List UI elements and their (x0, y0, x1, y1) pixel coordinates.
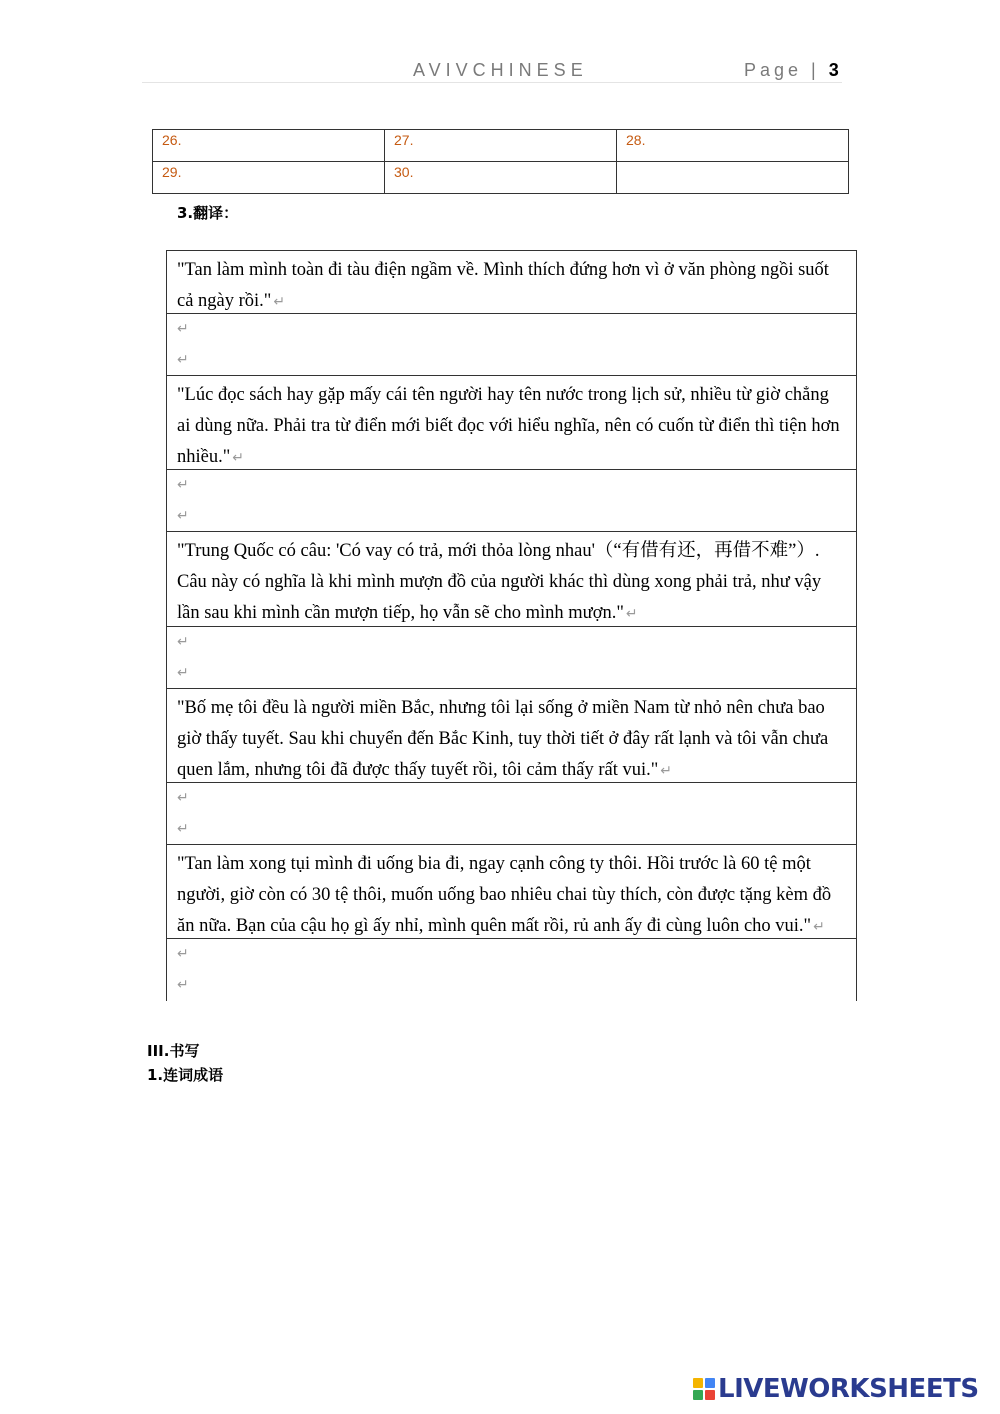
answer-row-3[interactable] (167, 627, 856, 689)
sentence-text: "Bố mẹ tôi đều là người miền Bắc, nhưng tôi lại sống ở miền Nam từ nhỏ nên chưa bao giờ thấy tuyết. Sau khi chuyển đến Bắc Kinh, tuy thời tiết ở đây rất lạnh và tôi vẫn chưa quen lắm, nhưng tôi đã được thấy tuyết rồi, tôi cảm thấy rất vui." (177, 698, 829, 780)
page-label: Page | (744, 60, 820, 80)
sentence-row-5 (167, 845, 856, 939)
paragraph-mark-icon: ↵ (177, 821, 189, 837)
answer-row-1[interactable] (167, 314, 856, 376)
paragraph-mark-icon: ↵ (273, 294, 286, 310)
section-connect-heading: 1.连词成语 (147, 1066, 224, 1084)
sentence-text: "Trung Quốc có câu: 'Có vay có trả, mới thỏa lòng nhau'（“有借有还，再借不难”）. Câu này có nghĩa là khi mình mượn đồ của người khác thì dùng xong phải trả, như vậy lần sau khi mình cần mượn tiếp, họ vẫn sẽ cho mình mượn." (177, 541, 822, 623)
paragraph-mark-icon: ↵ (177, 634, 189, 650)
answer-grid (152, 129, 849, 194)
answer-cell-30[interactable]: 30. (385, 162, 617, 194)
section-translate-heading: 3.翻译： (177, 204, 239, 222)
paragraph-mark-icon: ↵ (813, 919, 825, 935)
sentence-text: "Tan làm xong tụi mình đi uống bia đi, ngay cạnh công ty thôi. Hồi trước là 60 tệ một người, giờ còn có 30 tệ thôi, muốn uống bao nhiêu chai tùy thích, còn được tặng kèm đồ ăn nữa. Bạn của cậu họ gì ấy nhỉ, mình quên mất rồi, rủ anh ấy đi cùng luôn cho vui." (177, 854, 832, 936)
answer-cell-28[interactable]: 28. (617, 130, 849, 162)
header-page (744, 60, 839, 81)
answer-cell-27[interactable]: 27. (385, 130, 617, 162)
answer-row-5[interactable] (167, 939, 856, 1001)
answer-row (153, 130, 849, 162)
liveworksheets-logo (693, 1374, 979, 1404)
logo-squares-icon (693, 1378, 715, 1400)
paragraph-mark-icon: ↵ (177, 946, 189, 962)
answer-cell-29[interactable]: 29. (153, 162, 385, 194)
paragraph-mark-icon: ↵ (625, 606, 638, 622)
page-number: 3 (828, 60, 839, 80)
sentence-row-2 (167, 376, 856, 470)
answer-cell-26[interactable]: 26. (153, 130, 385, 162)
answer-row-4[interactable] (167, 783, 856, 845)
sentence-text: "Tan làm mình toàn đi tàu điện ngầm về. Mình thích đứng hơn vì ở văn phòng ngồi suốt cả ngày rồi." (177, 260, 829, 311)
logo-square (705, 1378, 715, 1388)
logo-square (693, 1378, 703, 1388)
paragraph-mark-icon: ↵ (177, 977, 189, 993)
logo-square (693, 1390, 703, 1400)
answer-row (153, 162, 849, 194)
sentence-text: "Lúc đọc sách hay gặp mấy cái tên người hay tên nước trong lịch sử, nhiều từ giờ chẳng ai dùng nữa. Phải tra từ điển mới biết đọc với hiểu nghĩa, nên có cuốn từ điển thì tiện hơn nhiều." (177, 385, 840, 467)
answer-row-2[interactable] (167, 470, 856, 532)
sentence-row-1 (167, 251, 856, 314)
answer-cell-empty (617, 162, 849, 194)
section-writing-heading: III.书写 (147, 1042, 200, 1060)
paragraph-mark-icon: ↵ (177, 508, 189, 524)
paragraph-mark-icon: ↵ (177, 665, 189, 681)
paragraph-mark-icon: ↵ (177, 352, 189, 368)
header-brand: AVIVCHINESE (413, 60, 588, 80)
paragraph-mark-icon: ↵ (232, 450, 245, 466)
paragraph-mark-icon: ↵ (660, 763, 673, 779)
sentence-row-3 (167, 532, 856, 627)
paragraph-mark-icon: ↵ (177, 321, 189, 337)
header-rule (142, 82, 842, 83)
sentence-row-4 (167, 689, 856, 783)
paragraph-mark-icon: ↵ (177, 790, 189, 806)
translation-table (166, 250, 857, 1001)
logo-text: LIVEWORKSHEETS (718, 1374, 979, 1404)
logo-square (705, 1390, 715, 1400)
paragraph-mark-icon: ↵ (177, 477, 189, 493)
